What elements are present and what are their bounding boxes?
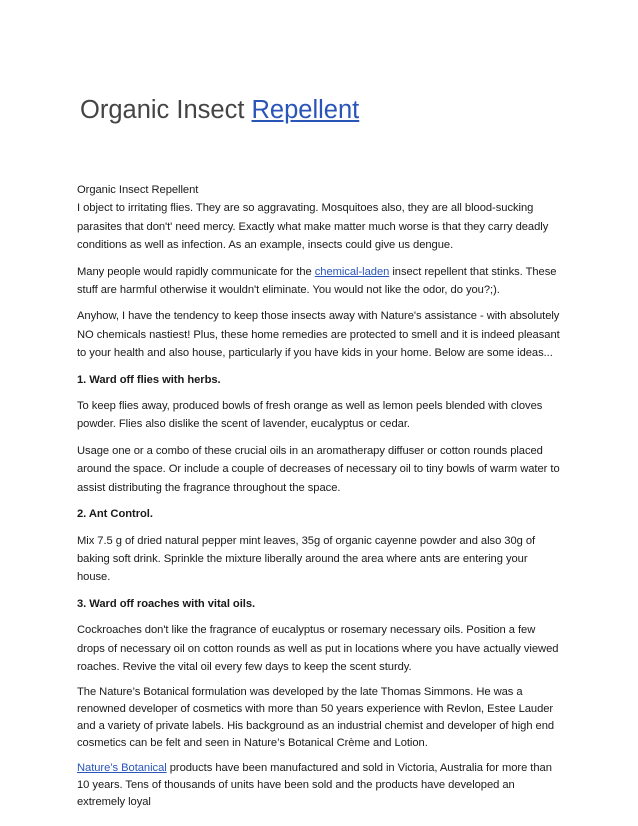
chemical-laden-link[interactable]: chemical-laden bbox=[314, 265, 390, 278]
paragraph-text: products have been manufactured and sold in Victoria, Australia for more than 10 years. Tens of thousands of units have been sold and the products have developed an extremely loyal bbox=[77, 762, 552, 809]
paragraph-nature: Anyhow, I have the tendency to keep those insects away with Nature's assistance - with absolutely NO chemicals nastiest! Plus, these home remedies are protected to smell and it is indeed pleasant to your health and also house, particularly if you have kids in your home. Below are some ideas... bbox=[77, 310, 560, 360]
paragraph-text: Many people would rapidly communicate for the bbox=[77, 265, 315, 278]
paragraph-chemical bbox=[77, 263, 563, 300]
section-heading-flies: 1. Ward off flies with herbs. bbox=[77, 373, 221, 386]
page-title bbox=[80, 96, 359, 125]
paragraph-botanical: The Nature’s Botanical formulation was developed by the late Thomas Simmons. He was a renowned developer of cosmetics with more than 50 years experience with Revlon, Estee Lauder and a variety of private labels. His background as an industrial chemist and developer of high end cosmetics can be felt and seen in Nature’s Botanical Crème and Lotion. bbox=[77, 686, 555, 750]
section-heading-ants: 2. Ant Control. bbox=[77, 508, 153, 521]
natures-botanical-link[interactable]: Nature’s Botanical bbox=[77, 762, 167, 775]
paragraph-text: insect repellent that stinks. These stuff are harmful otherwise it wouldn't eliminate. You would not like the odor, do you?;). bbox=[77, 265, 557, 297]
paragraph-roaches: Cockroaches don't like the fragrance of eucalyptus or rosemary necessary oils. Position a few drops of necessary oil on cotton rounds as well as put in locations where you have actually viewed roaches. Revive the vital oil every few days to keep the scent sturdy. bbox=[77, 624, 559, 673]
intro-heading: Organic Insect Repellent bbox=[77, 184, 199, 196]
paragraph-flies: To keep flies away, produced bowls of fresh orange as well as lemon peels blended with cloves powder. Flies also dislike the scent of lavender, eucalyptus or cedar. bbox=[77, 400, 543, 431]
intro-paragraph bbox=[77, 181, 563, 255]
article-body bbox=[77, 181, 563, 819]
paragraph-oils: Usage one or a combo of these crucial oils in an aromatherapy diffuser or cotton rounds placed around the space. Or include a couple of decreases of necessary oil to tiny bowls of warm water to assist distributing the fragrance throughout the space. bbox=[77, 444, 560, 494]
title-link[interactable]: Repellent bbox=[251, 96, 360, 124]
intro-text: I object to irritating flies. They are so aggravating. Mosquitoes also, they are all blood-sucking parasites that don't' need mercy. Exactly what make matter much worse is that they carry deadly conditions as well as infection. As an example, insects could give us dengue. bbox=[77, 202, 549, 252]
title-prefix: Organic Insect bbox=[80, 96, 245, 124]
paragraph-ants: Mix 7.5 g of dried natural pepper mint leaves, 35g of organic cayenne powder and also 30g of baking soft drink. Sprinkle the mixture liberally around the area where ants are entering your house. bbox=[77, 534, 536, 584]
section-heading-roaches: 3. Ward off roaches with vital oils. bbox=[77, 597, 256, 610]
paragraph-products bbox=[77, 760, 563, 811]
